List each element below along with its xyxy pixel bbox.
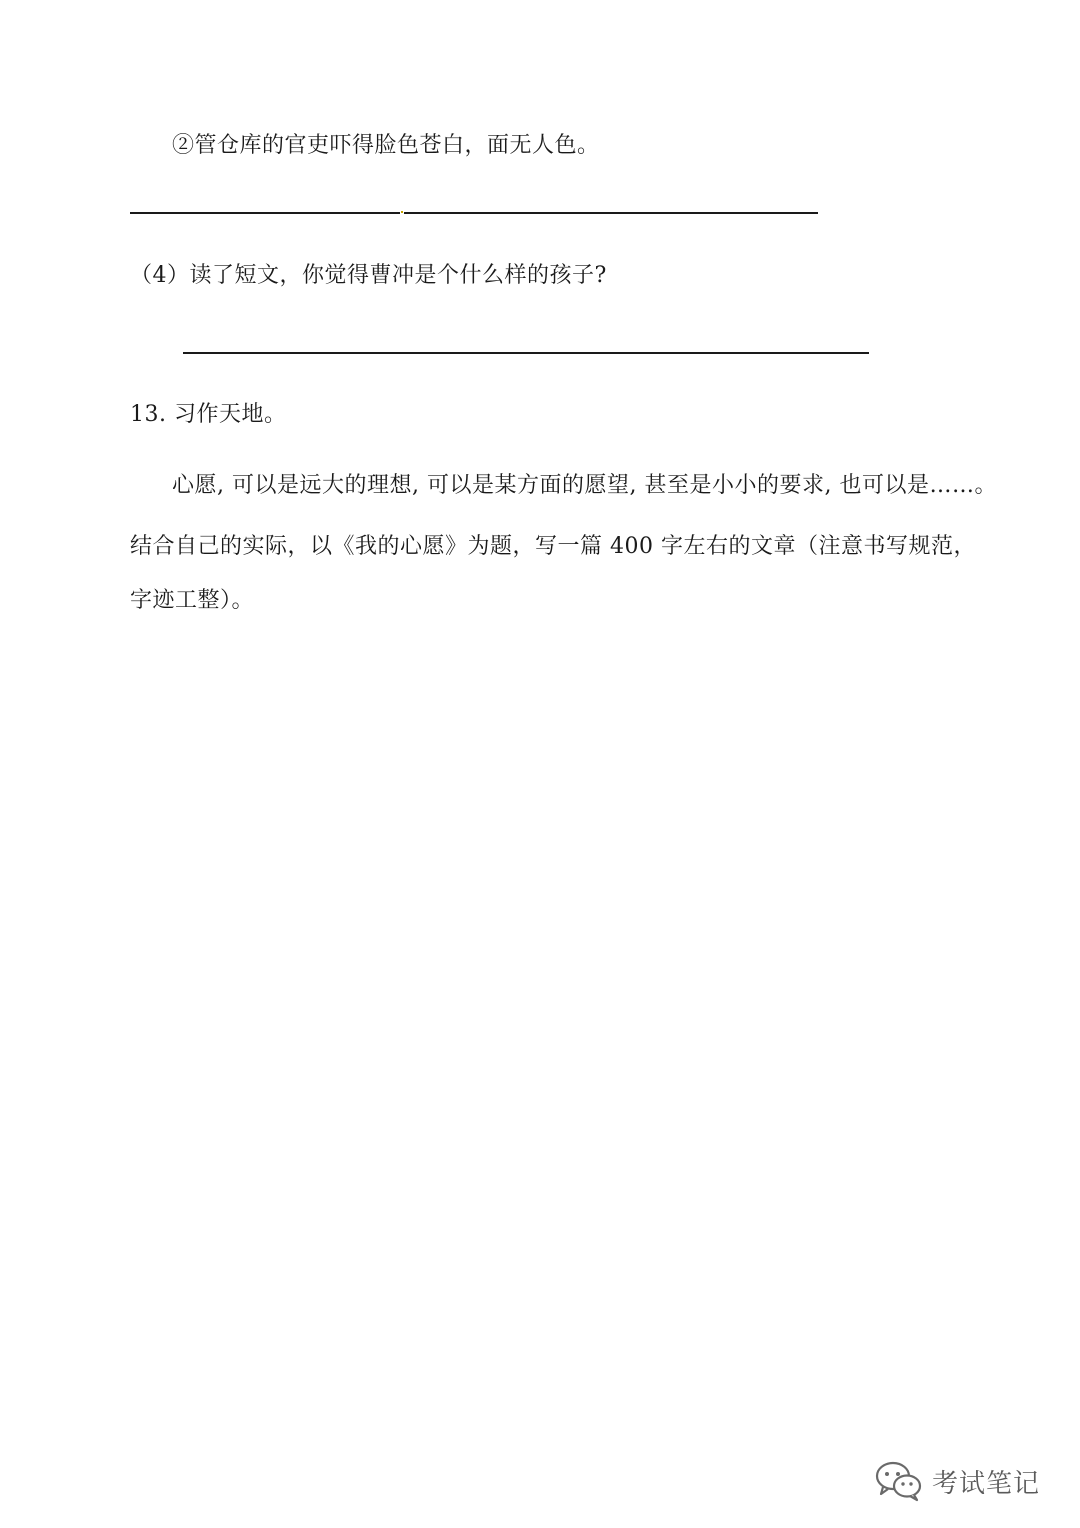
question-4-prompt: （4）读了短文，你觉得曹冲是个什么样的孩子? — [130, 263, 607, 288]
question-13-body-line-2: 结合自己的实际，以《我的心愿》为题，写一篇 400 字左右的文章（注意书写规范， — [130, 534, 976, 559]
answer-line-1-right — [404, 212, 818, 214]
watermark — [874, 1456, 1040, 1506]
question-13-heading: 13. 习作天地。 — [130, 402, 287, 427]
watermark-text: 考试笔记 — [932, 1468, 1041, 1499]
answer-line-2 — [183, 352, 869, 354]
question-3-item-2: ②管仓库的官吏吓得脸色苍白，面无人色。 — [172, 133, 600, 158]
answer-line-1-left — [130, 212, 400, 214]
wechat-icon — [874, 1459, 924, 1503]
question-13-body-line-3: 字迹工整）。 — [130, 588, 255, 613]
question-13-body-line-1: 心愿, 可以是远大的理想, 可以是某方面的愿望, 甚至是小小的要求, 也可以是……。 — [172, 473, 997, 498]
answer-line-1-marker — [401, 211, 403, 213]
